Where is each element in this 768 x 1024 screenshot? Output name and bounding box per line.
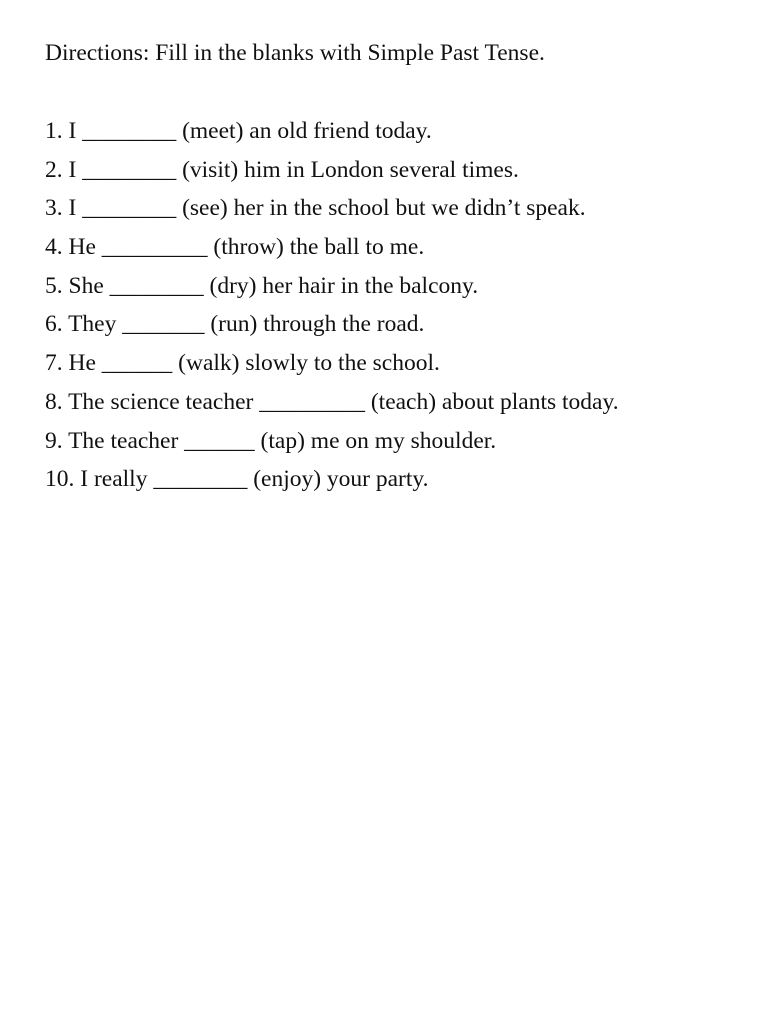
- question-list: [45, 116, 619, 503]
- question-item: 4. He _________ (throw) the ball to me.: [45, 234, 425, 261]
- directions-text: Directions: Fill in the blanks with Simple Past Tense.: [45, 40, 545, 66]
- question-item: 6. They _______ (run) through the road.: [45, 311, 425, 338]
- question-item: 10. I really ________ (enjoy) your party.: [45, 466, 429, 493]
- question-item: 2. I ________ (visit) him in London several times.: [45, 156, 519, 183]
- question-item: 1. I ________ (meet) an old friend today.: [45, 118, 432, 144]
- question-item: 3. I ________ (see) her in the school but we didn’t speak.: [45, 195, 586, 222]
- question-item: 5. She ________ (dry) her hair in the balcony.: [45, 272, 479, 299]
- question-item: 8. The science teacher _________ (teach) about plants today.: [45, 388, 619, 415]
- question-item: 9. The teacher ______ (tap) me on my shoulder.: [45, 427, 497, 454]
- question-item: 7. He ______ (walk) slowly to the school.: [45, 350, 440, 377]
